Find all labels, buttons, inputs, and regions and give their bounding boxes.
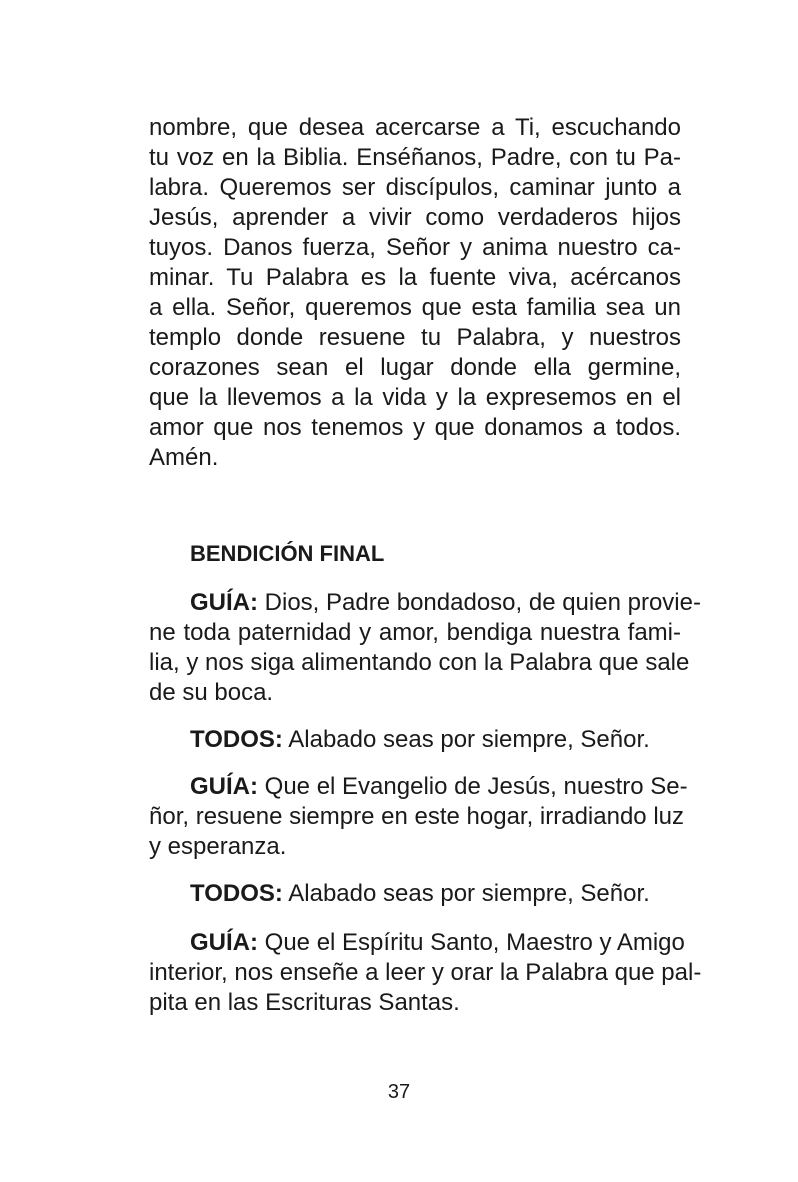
dialogue-text: Dios, Padre bondadoso, de quien provie-	[258, 589, 701, 616]
prayer-line: minar. Tu Palabra es la fuente viva, acércanos	[149, 264, 681, 291]
dialogue-line: interior, nos enseñe a leer y orar la Palabra que pal-	[149, 959, 702, 986]
prayer-line: tuyos. Danos fuerza, Señor y anima nuestro ca-	[149, 234, 681, 261]
dialogue-line: pita en las Escrituras Santas.	[149, 989, 460, 1016]
speaker-label: TODOS:	[190, 880, 283, 907]
speaker-label: TODOS:	[190, 726, 283, 753]
speaker-label: GUÍA:	[190, 929, 258, 956]
dialogue-line: ñor, resuene siempre en este hogar, irradiando luz	[149, 803, 684, 830]
prayer-line: tu voz en la Biblia. Enséñanos, Padre, con tu Pa-	[149, 144, 681, 171]
dialogue-text: Que el Espíritu Santo, Maestro y Amigo	[258, 929, 685, 956]
dialogue-line: ne toda paternidad y amor, bendiga nuestra fami-	[149, 619, 681, 646]
speaker-label: GUÍA:	[190, 773, 258, 800]
prayer-line: labra. Queremos ser discípulos, caminar junto a	[149, 174, 681, 201]
dialogue-line: lia, y nos siga alimentando con la Palabra que sale	[149, 649, 690, 676]
dialogue-line	[190, 588, 701, 618]
dialogue-line: y esperanza.	[149, 833, 287, 860]
prayer-line: Amén.	[149, 444, 219, 471]
dialogue-line	[190, 928, 685, 958]
page-number: 37	[387, 1081, 411, 1103]
dialogue-line	[190, 772, 688, 802]
prayer-line: amor que nos tenemos y que donamos a todos.	[149, 414, 681, 441]
prayer-line: que la llevemos a la vida y la expresemos en el	[149, 384, 681, 411]
prayer-line: Jesús, aprender a vivir como verdaderos hijos	[149, 204, 681, 231]
dialogue-text: Alabado seas por siempre, Señor.	[282, 726, 650, 753]
dialogue-text: Alabado seas por siempre, Señor.	[282, 880, 650, 907]
dialogue-line: de su boca.	[149, 679, 274, 706]
speaker-label: GUÍA:	[190, 589, 258, 616]
prayer-line: corazones sean el lugar donde ella germine,	[149, 354, 681, 381]
dialogue-text: Que el Evangelio de Jesús, nuestro Se-	[258, 773, 688, 800]
prayer-line: a ella. Señor, queremos que esta familia sea un	[149, 294, 681, 321]
section-heading: BENDICIÓN FINAL	[190, 541, 385, 566]
dialogue-line	[190, 725, 681, 755]
prayer-line: templo donde resuene tu Palabra, y nuestros	[149, 324, 681, 351]
prayer-line: nombre, que desea acercarse a Ti, escuchando	[149, 114, 681, 141]
dialogue-line	[190, 879, 681, 909]
